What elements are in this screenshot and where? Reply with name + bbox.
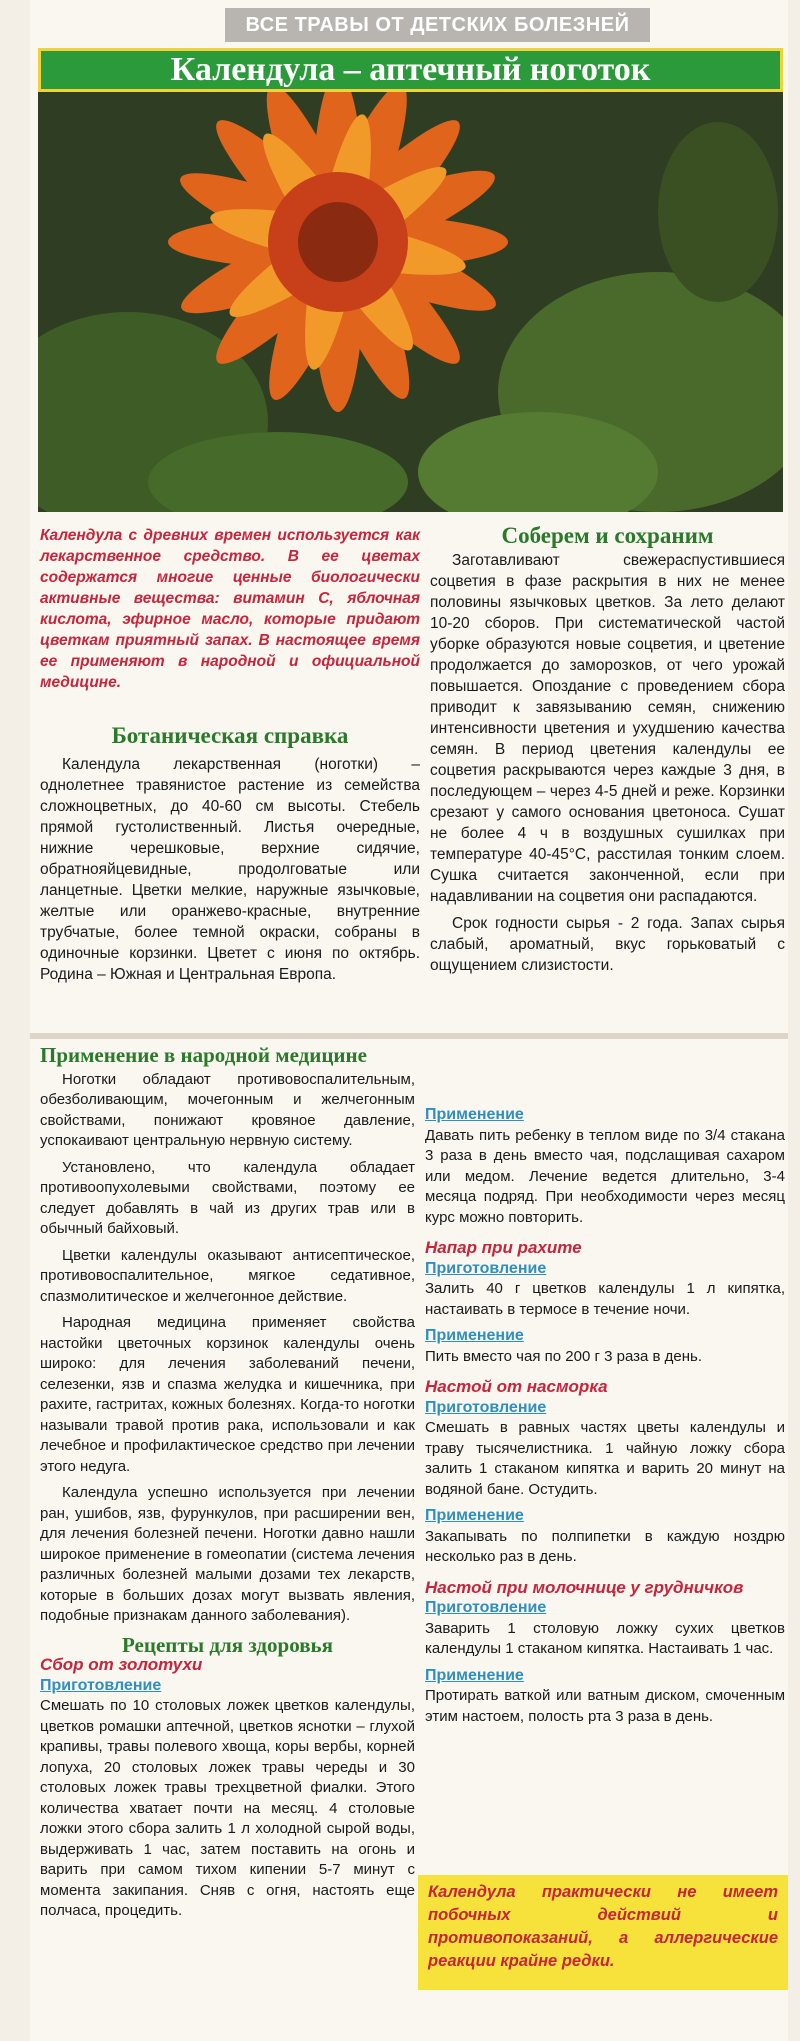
article-title: Календула – аптечный ноготок (170, 51, 651, 88)
botany-section (40, 725, 420, 991)
recipe-1-use-label: Применение (425, 1106, 524, 1123)
folk-paragraph-4: Народная медицина применяет свойства настойки цветочных корзинок календулы очень широко: для лечения заболеваний печени, селезенки, язв и спазма желудка и кишечника, при рахите, гастритах, кожных болезнях. Когда-то ноготки называли травой против рака, использовали и как лечебное и профилактическое средство при лечении этого недуга. (40, 1314, 415, 1475)
recipe-1-use: Давать пить ребенку в теплом виде по 3/4 стакана 3 раза в день вместо чая, подслащивая сахаром или медом. Лечение ведется длительно, 3-4 месяца подряд. При необходимости через месяц курс можно повторить. (425, 1126, 785, 1226)
recipe-1-prep-label: Приготовление (40, 1676, 162, 1694)
recipe-2-use-label: Применение (425, 1327, 524, 1344)
recipe-2-prep: Залить 40 г цветков календулы 1 л кипятка, настаивать в термосе в течение ночи. (425, 1280, 785, 1318)
recipes-heading: Рецепты для здоровья (121, 1632, 333, 1657)
recipe-3-title: Настой от насморка (425, 1377, 608, 1396)
recipe-4-prep: Заварить 1 столовую ложку сухих цветков календулы 1 стаканом кипятка. Настаивать 1 час. (425, 1619, 785, 1657)
newspaper-page (30, 0, 788, 2041)
folk-medicine-section (40, 1045, 415, 1928)
recipe-4-use-label: Применение (425, 1666, 524, 1684)
recipe-1-prep: Смешать по 10 столовых ложек цветков календулы, цветков ромашки аптечной, цветков яснотки – глухой крапивы, травы полевого хвоща, коры вербы, корней лопуха, 20 столовых ложек травы череды и 30 столовых ложек травы трехцветной фиалки. Этого количества хватает почти на месяц. 4 столовые ложки этого сбора залить 1 л холодной сырой воды, выдерживать 1 час, затем поставить на огонь и варить при самом тихом кипении 5-7 минут с момента закипания. Сняв с огня, настоять еще полчаса, процедить. (40, 1697, 415, 1919)
botany-heading: Ботаническая справка (111, 723, 349, 748)
folk-paragraph-1: Ноготки обладают противовоспалительным, обезболивающим, мочегонным и желчегонным свойствами, понижают кровяное давление, успокаивают центральную нервную систему. (40, 1070, 415, 1149)
recipe-1-title: Сбор от золотухи (40, 1655, 203, 1674)
flower-illustration (38, 92, 783, 512)
recipe-3-prep-label: Приготовление (425, 1398, 547, 1416)
folk-paragraph-2: Установлено, что календула обладает противоопухолевыми свойствами, поэтому ее следует добавлять в чай из других трав или в обычный байховый. (40, 1158, 415, 1237)
section-divider (30, 1033, 788, 1039)
harvest-paragraph-1: Заготавливают свежераспустившиеся соцветия в фазе раскрытия в них не менее половины язычковых цветков. За лето делают 10-20 сборов. При систематической частой уборке образуются новые соцветия, и цветение продолжается до заморозков, от чего урожай повышается. Опоздание с проведением сбора приводит к завязыванию семян, снижению интенсивности цветения и ухудшению качества семян. В период цветения календулы ее соцветия раскрываются через каждые 3 дня, в последующем – через 4-5 дней и реже. Корзинки срезают у самого основания цветоноса. Сушат не более 4 ч в воздушных сушилках при температуре 40-45°С, расстилая тонким слоем. Сушка считается законченной, если при надавливании на соцветия они распадаются. (430, 552, 785, 905)
folk-paragraph-3: Цветки календулы оказывают антисептическое, противовоспалительное, мягкое седативное, спазмолитическое и желчегонное действие. (40, 1246, 415, 1305)
highlight-box: Календула практически не имеет побочных действий и противопоказаний, а аллергические реакции крайне редки. (418, 1875, 788, 1990)
folk-paragraph-5: Календула успешно используется при лечении ран, ушибов, язв, фурункулов, при расширении вен, для лечения болезней печени. Ноготки давно нашли широкое применение в гомеопатии (система лечения различных болезней малыми дозами тех лекарств, которые в больших дозах могут вызвать явления, подобные признакам данного заболевания). (40, 1484, 415, 1624)
recipe-4-title: Настой при молочнице у грудничков (425, 1577, 744, 1597)
recipe-2-title: Напар при рахите (425, 1238, 582, 1257)
title-banner (38, 48, 783, 92)
recipe-2-prep-label: Приготовление (425, 1259, 547, 1277)
recipe-4-prep-label: Приготовление (425, 1599, 547, 1616)
folk-heading: Применение в народной медицине (40, 1043, 367, 1067)
recipe-3-use: Закапывать по полпипетки в каждую ноздрю несколько раз в день. (425, 1527, 785, 1565)
rubric-header: ВСЕ ТРАВЫ ОТ ДЕТСКИХ БОЛЕЗНЕЙ (225, 8, 650, 42)
recipe-2-use: Пить вместо чая по 200 г 3 раза в день. (425, 1347, 703, 1365)
calendula-photo (38, 92, 783, 512)
recipe-4-use: Протирать ваткой или ватным диском, смоченным этим настоем, полость рта 3 раза в день. (425, 1687, 785, 1725)
botany-text: Календула лекарственная (ноготки) – однолетнее травянистое растение из семейства сложноцветных, до 40-60 см высоты. Стебель прямой густолиственный. Листья очередные, нижние черешковые, верхние сидячие, обратнояйцевидные, продолговатые или ланцетные. Цветки мелкие, наружные язычковые, желтые или оранжево-красные, внутренние трубчатые, более темной окраски, собраны в одиночные корзинки. Цветет с июня по октябрь. Родина – Южная и Центральная Европа. (40, 756, 420, 983)
harvest-paragraph-2: Срок годности сырья - 2 года. Запах сырья слабый, ароматный, вкус горьковатый с ощущением слизистости. (430, 915, 785, 974)
harvest-heading: Соберем и сохраним (501, 523, 714, 548)
recipes-column (425, 1045, 785, 1733)
recipe-3-use-label: Применение (425, 1507, 524, 1524)
harvest-section (430, 525, 785, 982)
recipe-3-prep: Смешать в равных частях цветы календулы и траву тысячелистника. 1 чайную ложку сбора залить 1 стаканом кипятка и варить 20 минут на водяной бане. Остудить. (425, 1419, 785, 1498)
intro-text: Календула с древних времен используется как лекарственное средство. В ее цветах содержатся многие ценные биологически активные вещества: витамин С, яблочная кислота, эфирное масло, которые придают цветкам приятный запах. В настоящее время ее применяют в народной и официальной медицине. (40, 527, 420, 691)
